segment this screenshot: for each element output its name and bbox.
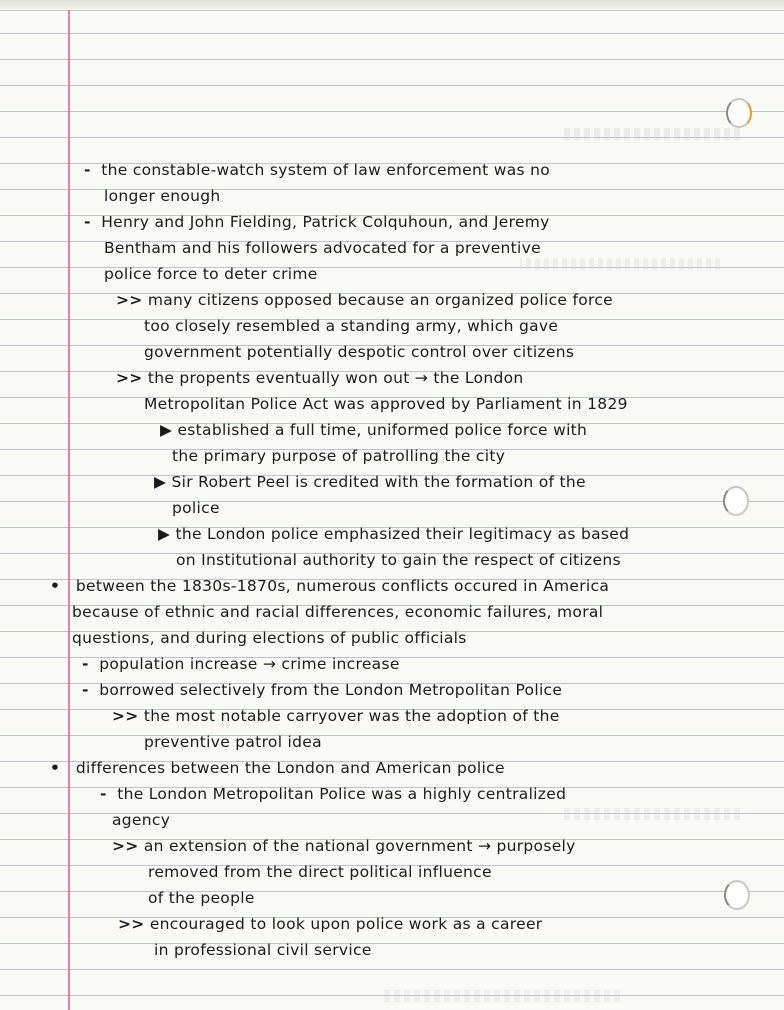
bleed-through: [520, 258, 720, 270]
note-line: >> the propents eventually won out → the London: [116, 369, 524, 387]
note-line: in professional civil service: [154, 941, 372, 959]
note-line: - borrowed selectively from the London Metropolitan Police: [82, 681, 563, 699]
note-line: Bentham and his followers advocated for a preventive: [104, 239, 541, 257]
note-line: • differences between the London and American police: [50, 759, 505, 777]
note-line: removed from the direct political influence: [148, 863, 492, 881]
note-line: too closely resembled a standing army, which gave: [144, 317, 559, 335]
margin-line: [68, 10, 70, 1010]
note-line: >> encouraged to look upon police work as a career: [118, 915, 543, 933]
note-line: - the constable-watch system of law enforcement was no: [84, 161, 551, 179]
bleed-through: [380, 990, 620, 1002]
note-line: because of ethnic and racial differences, economic failures, moral: [72, 603, 604, 621]
note-line: agency: [112, 811, 171, 829]
note-line: >> the most notable carryover was the adoption of the: [112, 707, 560, 725]
note-line: police: [172, 499, 220, 517]
note-line: police force to deter crime: [104, 265, 318, 283]
page-top-edge: [0, 0, 784, 11]
note-line: >> many citizens opposed because an organized police force: [116, 291, 614, 309]
binder-hole: [726, 98, 752, 128]
note-line: - population increase → crime increase: [82, 655, 400, 673]
note-line: • between the 1830s-1870s, numerous conflicts occured in America: [50, 577, 610, 595]
note-line: the primary purpose of patrolling the city: [172, 447, 506, 465]
bleed-through: [560, 128, 740, 140]
note-line: of the people: [148, 889, 255, 907]
bleed-through: [560, 808, 740, 820]
note-line: - the London Metropolitan Police was a highly centralized: [100, 785, 567, 803]
binder-hole: [724, 880, 750, 910]
note-line: Metropolitan Police Act was approved by Parliament in 1829: [144, 395, 628, 413]
note-line: ▶ established a full time, uniformed police force with: [160, 421, 588, 439]
note-line: - Henry and John Fielding, Patrick Colquhoun, and Jeremy: [84, 213, 550, 231]
note-line: >> an extension of the national government → purposely: [112, 837, 576, 855]
note-line: longer enough: [104, 187, 221, 205]
note-line: preventive patrol idea: [144, 733, 322, 751]
note-line: on Institutional authority to gain the respect of citizens: [176, 551, 621, 569]
note-line: ▶ Sir Robert Peel is credited with the formation of the: [154, 473, 586, 491]
note-line: government potentially despotic control over citizens: [144, 343, 575, 361]
binder-hole: [723, 486, 749, 516]
note-line: ▶ the London police emphasized their legitimacy as based: [158, 525, 630, 543]
note-line: questions, and during elections of public officials: [72, 629, 467, 647]
